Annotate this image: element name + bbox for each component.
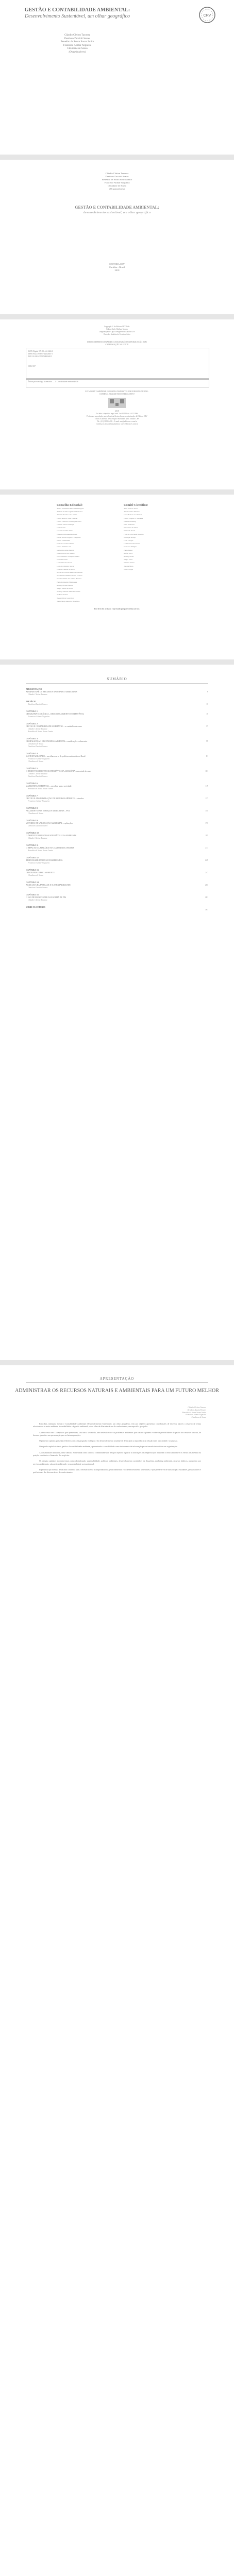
summary-chapter-label: CAPÍTULO 1 bbox=[26, 710, 38, 713]
summary-title: GLOBALIZAÇÃO E ECONOMIA AMBIENTAL: considerações e elementos bbox=[26, 740, 88, 742]
board-member: Maurício Wiltgen bbox=[124, 546, 137, 548]
summary-entry[interactable] bbox=[26, 844, 208, 852]
presentation-heading: APRESENTAÇÃO bbox=[99, 1377, 135, 1381]
summary-author: Benedito de Souza Souza Junior bbox=[28, 788, 53, 790]
summary-title: AGRICULTURA FAMILIAR E SUSTENTABILIDADE bbox=[26, 884, 71, 886]
summary-author: Denilson Zaccioli Soares bbox=[28, 745, 48, 748]
board-member: Caio Floriano dos Santos bbox=[124, 514, 142, 516]
summary-entry[interactable] bbox=[26, 807, 208, 815]
board-member: Guillermo Arias Beatón bbox=[57, 549, 74, 551]
cover-author: Cláudio Cleiton Taxonez bbox=[64, 34, 90, 37]
summary-entry[interactable] bbox=[26, 738, 208, 748]
board-member: Lourdes Helena da Silva bbox=[57, 568, 75, 570]
board-member: Josania Portela bbox=[57, 558, 68, 561]
signer: Cláudio Cleiton Taxonez bbox=[188, 1406, 206, 1409]
legal-line: Tel.: (41) 3039-6418 – E-mail: sac@editoracrv.com.br bbox=[96, 420, 138, 422]
board-member: Gloria Fariñas León bbox=[57, 546, 72, 548]
board-footer: Este livro foi avaliado e aprovado por pareceristas ad hoc. bbox=[94, 608, 140, 610]
presentation-paragraph: O primeiro capítulo apresenta reflexões acerca da geografia ecológica e do desenvolvimento sustentável, destacando a importância da relação entre a sociedade e a natureza. bbox=[39, 1440, 178, 1443]
summary-chapter-label: CAPÍTULO 7 bbox=[26, 795, 38, 797]
summary-entry[interactable] bbox=[26, 723, 208, 733]
board-member: Celso Conti bbox=[57, 527, 65, 529]
catalog-body bbox=[28, 350, 206, 368]
app-qr-icon bbox=[108, 398, 126, 408]
summary-page-number: 211 bbox=[205, 847, 208, 849]
presentation-body bbox=[33, 1423, 201, 1478]
summary-title: GEOGRAFIA E MEIO AMBIENTE bbox=[26, 872, 55, 874]
board-member: Ana Carolina Fabiano bbox=[124, 511, 140, 513]
summary-author: Cláudio Cleiton Taxonez bbox=[28, 693, 47, 696]
board-member: Letícia de Souza Alves bbox=[124, 543, 141, 545]
crv-logo-icon bbox=[198, 6, 216, 24]
board-member: Rodrigo Pratte-Santos bbox=[57, 584, 73, 586]
summary-title: GEOGRAFIA ECOLÓGICA – DESENVOLVIMENTO SUSTENTÁVEL bbox=[26, 713, 85, 715]
board-member: Maria Lília Imbiriba Sousa Colares bbox=[57, 574, 82, 577]
summary-rule bbox=[26, 683, 208, 684]
summary-page-number: 101 bbox=[205, 770, 208, 772]
summary-chapter-label: CAPÍTULO 11 bbox=[26, 844, 39, 846]
catalog-subtitle: CATALOGAÇÃO NA FONTE bbox=[105, 344, 129, 346]
summary-page-number: 195 bbox=[205, 835, 208, 837]
board-member: Rodrigo Kohl bbox=[124, 555, 134, 558]
board-member: Francisco de Assis Baptista bbox=[124, 533, 144, 535]
summary-page-number: 247 bbox=[205, 872, 208, 874]
summary-entry[interactable] bbox=[26, 753, 208, 763]
summary-chapter-label: CAPÍTULO 9 bbox=[26, 820, 38, 822]
summary-title: SUSTENTABILIDADE – um olhar acerca de políticas ambientais no Brasil bbox=[26, 755, 86, 757]
cover-subtitle: Desenvolvimento Sustentável, um olhar geográfico bbox=[24, 13, 130, 19]
index-box bbox=[26, 379, 209, 387]
title-page-title-block bbox=[0, 205, 234, 215]
presentation-rule bbox=[26, 1382, 208, 1383]
summary-author: Cleudiane de Sousa bbox=[28, 874, 44, 876]
board-member: Eduardo Fernandes Barbosa bbox=[57, 533, 77, 535]
digital-notice bbox=[0, 391, 234, 396]
summary-entry[interactable] bbox=[26, 783, 208, 790]
signer: Cleudiane de Sousa bbox=[191, 1416, 206, 1419]
title-author: Cleudiane de Sousa bbox=[108, 184, 126, 187]
publisher-year: 2018 bbox=[114, 269, 120, 272]
summary-title: MÉTODOS DE VALORAÇÃO AMBIENTAL – aplicações bbox=[26, 822, 73, 824]
title-author: Denilson Zaccioli Soares bbox=[105, 175, 129, 178]
board-member: Andréia da Silva Quintanilha Sousa bbox=[57, 511, 83, 513]
summary-entry[interactable] bbox=[26, 768, 208, 778]
digital-notice-line: CONHEÇA E BAIXE NOSSO APLICATIVO! bbox=[99, 393, 135, 395]
index-line: 1. Contabilidade ambiental 658 bbox=[55, 381, 78, 383]
page-separator bbox=[0, 314, 234, 319]
copyright-page bbox=[0, 319, 234, 489]
board-member: Tadeu Oliver Gonçalves bbox=[57, 597, 74, 599]
summary-page-number: 119 bbox=[205, 785, 208, 787]
board-member: Maria Cristina dos Santos Bezerra bbox=[57, 578, 82, 580]
summary-heading: SUMÁRIO bbox=[107, 677, 127, 681]
summary-page-number: 301 bbox=[205, 909, 208, 911]
summary-chapter-label: CAPÍTULO 5 bbox=[26, 768, 38, 770]
copyright-line: Revisão: Analista de Escrita e Artes bbox=[104, 333, 130, 335]
summary-chapter-label: SOBRE OS AUTORES bbox=[26, 906, 45, 908]
copyright-line: Editor-chefe: Railson Moura bbox=[106, 328, 128, 330]
summary-title: PAGAMENTO POR SERVIÇOS AMBIENTAIS – PSA bbox=[26, 810, 70, 812]
isbn-digital: ISBN Digital 978-85-444-2666-0 bbox=[28, 350, 54, 352]
title-page-subtitle: desenvolvimento sustentável, um olhar geográfico bbox=[83, 211, 151, 214]
copyright-credits bbox=[0, 326, 234, 336]
presentation-paragraph: A contabilidade ambiental, neste sentido, é entendida como ramo da contabilidade que tem por objetivo registrar as transações das empresas que impactam o meio ambiente e os efeitos das mesmas na posição econômica e financeira dos negócios. bbox=[33, 1451, 201, 1457]
page-separator bbox=[0, 155, 234, 160]
cover-page bbox=[0, 0, 234, 155]
summary-entry[interactable] bbox=[26, 869, 208, 877]
summary-chapter-label: CAPÍTULO 2 bbox=[26, 723, 38, 725]
summary-author: Denilson Zaccioli Soares bbox=[28, 775, 48, 777]
publisher-city: Curitiba – Brasil bbox=[109, 266, 125, 268]
publisher-name: EDITORA CRV bbox=[109, 263, 125, 265]
summary-entry[interactable] bbox=[26, 857, 208, 865]
presentation-paragraph: Esta obra, intitulada Gestão e Contabilidade Ambiental: Desenvolvimento Sustentável, um olhar geográfico, tem por objetivo apresentar contribuições de diversos autores a respeito de temas relacionados ao meio ambiente, à contabilidade e à gestão ambiental, sob o olhar de diferentes áreas do conhecimento, em especial a geografia. bbox=[33, 1423, 201, 1428]
cover-author: Francisco Alimar Nogueira bbox=[63, 44, 92, 47]
copyright-line: Diagramação e Capa: Designers da Editora CRV bbox=[99, 331, 135, 333]
cdu-code: CDU 657 bbox=[28, 365, 36, 367]
summary-author: Benedito de Souza Souza Junior bbox=[28, 731, 53, 733]
board-member: Sérgio Felix bbox=[124, 558, 133, 561]
summary-entry[interactable] bbox=[26, 820, 208, 827]
title-role: (Organizadores) bbox=[109, 188, 125, 190]
summary-title: O USO DE MANIFESTAR NA ESCRITA DE PÉS bbox=[26, 896, 66, 899]
index-body: Índice para catálogo sistemático — 1. Contabilidade ambiental 658 bbox=[28, 381, 78, 383]
page-separator bbox=[0, 1360, 234, 1365]
summary-chapter-label: CAPÍTULO 3 bbox=[26, 738, 38, 740]
board-member: Eduardo Ebeling bbox=[124, 520, 136, 522]
summary-author: Cláudio Cleiton Taxonez bbox=[28, 728, 47, 730]
summary-author: Benedito de Souza Souza Junior bbox=[28, 850, 53, 852]
publisher-block bbox=[0, 263, 234, 272]
summary-page-number: 81 bbox=[206, 755, 208, 757]
summary-title: O IMPACTO DA MALÁRIA NO CAMPO DA ECONOMIA bbox=[26, 847, 74, 849]
page-separator bbox=[0, 659, 234, 665]
board-left-heading: Conselho Editorial: bbox=[57, 504, 83, 507]
board-member: Simone Santos bbox=[124, 562, 135, 564]
summary-title: MARKETING AMBIENTAL – um olhar para a sociedade bbox=[26, 785, 72, 787]
summary-author: Francisco Alimar Nogueira bbox=[28, 758, 50, 760]
summary-title: GESTÃO E ADMINISTRAÇÃO DE RECURSOS HÍDRICOS – desafios bbox=[26, 798, 84, 800]
summary-page-number: 9 bbox=[207, 691, 208, 693]
summary-entry[interactable] bbox=[26, 701, 208, 706]
summary-chapter-label: CAPÍTULO 15 bbox=[26, 894, 39, 896]
presentation-paragraph: A obra conta com 15 capítulos que apresentam, cada um a seu modo, uma reflexão sobre os problemas ambientais que afetam o planeta e sobre as possibilidades de gestão dos recursos naturais, de forma a garantir a sua preservação para as futuras gerações. bbox=[33, 1431, 201, 1436]
summary-chapter-label: CAPÍTULO 10 bbox=[26, 832, 39, 834]
summary-page bbox=[0, 665, 234, 1360]
summary-title: GESTÃO E CONTABILIDADE AMBIENTAL – a contabilidade como bbox=[26, 725, 82, 727]
cover-role: (Organizadores) bbox=[69, 50, 86, 54]
presentation-paragraph: Os demais capítulos abordam temas como globalização, sustentabilidade, políticas ambientais, desenvolvimento sustentável na Amazônia, marketing ambiental, recursos hídricos, pagamento por serviços ambientais, valoração ambiental e responsabilidade socioambiental. bbox=[33, 1460, 201, 1465]
board-member: Fernando Prado bbox=[124, 530, 136, 532]
summary-entry[interactable] bbox=[26, 906, 208, 909]
board-member: Jailson Alves dos Santos bbox=[57, 552, 75, 554]
cover-title: GESTÃO E CONTABILIDADE AMBIENTAL: bbox=[24, 7, 130, 13]
summary-title: O DESENVOLVIMENTO SUSTENTÁVEL E AS EMPRESAS bbox=[26, 835, 76, 837]
summary-entry[interactable] bbox=[26, 688, 208, 696]
board-right-list bbox=[124, 507, 186, 571]
presentation-paragraph: O segundo capítulo trata da gestão e da contabilidade ambiental, apresentando a contabilidade como instrumento de informação para a tomada de decisões nas organizações. bbox=[39, 1446, 178, 1448]
page-separator bbox=[0, 489, 234, 495]
digital-notice-line: ESTA OBRA TAMBÉM SE ENCONTRA DISPONÍVEL EM FORMATO DIGITAL. bbox=[85, 391, 149, 393]
summary-title: ADMINISTRAR OS RECURSOS NATURAIS E AMBIENTAIS bbox=[26, 691, 77, 693]
summary-page-number: 173 bbox=[205, 822, 208, 824]
cover-author: Denilson Zaccioli Soares bbox=[64, 37, 91, 40]
board-page bbox=[0, 495, 234, 659]
summary-entry[interactable] bbox=[26, 832, 208, 840]
website-link[interactable]: Conheça os nossos lançamentos: www.editoracrv.com.br bbox=[96, 423, 138, 425]
board-member: Leonel Severo Rocha bbox=[57, 562, 73, 564]
board-member: Cesar Gerónimo Tello bbox=[57, 530, 73, 532]
summary-author: Francisco Alimar Nogueira bbox=[28, 800, 50, 802]
board-member: Maria de Lourdes Pinto de Almeida bbox=[57, 571, 83, 574]
board-member: Solange Helena Ximenes-Rocha bbox=[57, 590, 80, 593]
board-member: Leila Chagas bbox=[124, 539, 133, 542]
board-member: Tania Suely Azevedo Brasileiro bbox=[57, 600, 80, 602]
summary-author: Cleudiane de Sousa bbox=[28, 760, 44, 762]
legal-line: Proibida a reprodução parcial ou total desta obra sem autorização da Editora CRV bbox=[87, 415, 147, 417]
summary-entry[interactable] bbox=[26, 894, 208, 902]
board-member: Zilda Borges bbox=[124, 568, 133, 570]
summary-chapter-label: CAPÍTULO 4 bbox=[26, 753, 38, 755]
catalog-box bbox=[26, 348, 209, 379]
board-member: Tatiana Melo bbox=[124, 565, 133, 567]
title-page-title: GESTÃO E CONTABILIDADE AMBIENTAL: bbox=[75, 205, 159, 210]
summary-entry[interactable] bbox=[26, 795, 208, 803]
title-authors bbox=[0, 172, 234, 191]
index-title: Índice para catálogo sistemático bbox=[28, 381, 53, 383]
summary-page-number: 37 bbox=[206, 725, 208, 727]
title-author: Benedito de Souza Souza Junior bbox=[102, 178, 132, 181]
presentation-page bbox=[0, 1365, 234, 2576]
board-member: Antônio Pereira Gaio Júnior bbox=[57, 514, 77, 516]
board-member: Elton Luiz da Silva bbox=[124, 527, 138, 529]
logo-text: CRV bbox=[203, 14, 211, 18]
summary-chapter-label: APRESENTAÇÃO bbox=[26, 688, 42, 690]
cover-title-block bbox=[0, 7, 155, 20]
board-member: Sérgio Nunes de Jesus bbox=[57, 587, 73, 590]
summary-page-number: 263 bbox=[205, 884, 208, 886]
summary-chapter-label: CAPÍTULO 8 bbox=[26, 807, 38, 809]
board-right-heading: Comitê Científico: bbox=[124, 504, 148, 507]
board-member: João Adalberto Campato Junior bbox=[57, 555, 80, 558]
summary-chapter-label: CAPÍTULO 6 bbox=[26, 783, 38, 785]
cover-authors bbox=[0, 34, 155, 54]
summary-author: Cláudio Cleiton Taxonez bbox=[28, 773, 47, 775]
summary-author: Denilson Zaccioli Soares bbox=[28, 703, 48, 705]
summary-entry[interactable] bbox=[26, 710, 208, 718]
summary-author: Denilson Zaccioli Soares bbox=[28, 887, 48, 889]
board-member: Carlos Alberto Vilar Estêvão bbox=[57, 517, 78, 519]
summary-chapter-label: CAPÍTULO 12 bbox=[26, 857, 39, 859]
board-member: Sydione Santos bbox=[57, 594, 68, 596]
summary-page-number: 13 bbox=[206, 703, 208, 705]
board-member: Carlos Federico Domínguez Avila bbox=[57, 520, 81, 522]
presentation-signers bbox=[155, 1406, 206, 1419]
catalog-heading bbox=[0, 341, 234, 346]
summary-page-number: 281 bbox=[205, 896, 208, 899]
board-member: Elizeu Clementino bbox=[57, 539, 71, 542]
summary-list bbox=[26, 688, 208, 913]
summary-page-number: 137 bbox=[205, 798, 208, 800]
presentation-paragraph: Esperamos que a leitura desta obra contribua para a reflexão acerca da importância da gestão ambiental e do desenvolvimento sustentável, e que possa servir de subsídio para estudantes, pesquisadores e profissionais das diversas áreas do conhecimento. bbox=[33, 1468, 201, 1474]
summary-author: Cláudio Cleiton Taxonez bbox=[28, 899, 47, 901]
copyright-line: Copyright © da Editora CRV Ltda. bbox=[104, 326, 130, 328]
board-left-list bbox=[57, 507, 119, 603]
summary-page-number: 229 bbox=[205, 859, 208, 861]
signer: Benedito de Souza Souza Junior bbox=[182, 1411, 206, 1414]
board-member: Rafael Silva bbox=[124, 552, 133, 554]
summary-author: Cláudio Cleiton Taxonez bbox=[28, 837, 47, 839]
title-page bbox=[0, 160, 234, 314]
board-member: Henrique Araújo bbox=[124, 536, 136, 538]
summary-page-number: 59 bbox=[206, 740, 208, 742]
summary-page-number: 15 bbox=[206, 713, 208, 715]
signer: Francisco Alimar Nogueira bbox=[186, 1414, 206, 1416]
summary-author: Francisco Alimar Nogueira bbox=[28, 862, 50, 864]
title-author: Francisco Alimar Nogueira bbox=[104, 181, 130, 184]
summary-author: Denilson Zaccioli Soares bbox=[28, 825, 48, 827]
board-member: Carmen Tereza Velanga bbox=[57, 523, 74, 526]
presentation-title: ADMINISTRAR OS RECURSOS NATURAIS E AMBIENTAIS PARA UM FUTURO MELHOR bbox=[15, 1388, 219, 1394]
title-author: Cláudio Cleiton Taxonez bbox=[105, 172, 129, 175]
summary-author: Francisco Alimar Nogueira bbox=[28, 716, 50, 718]
cover-author: Cleudiane de Sousa bbox=[67, 47, 88, 50]
catalog-title: DADOS INTERNACIONAIS DE CATALOGAÇÃO NA PUBLICAÇÃO (CIP) bbox=[87, 341, 147, 343]
legal-line: Todos os direitos desta edição reservados pela: Editora CRV bbox=[94, 418, 140, 420]
isbn-physical: ISBN Físico 978-85-444-2665-3 bbox=[28, 353, 53, 355]
legal-line: 2018 bbox=[115, 410, 119, 412]
board-member: Aldira Guimarães Duarte Domínguez bbox=[57, 507, 84, 510]
summary-chapter-label: CAPÍTULO 13 bbox=[26, 869, 39, 871]
board-member: Paulo Bessa bbox=[124, 549, 133, 551]
summary-author: Cleudiane de Sousa bbox=[28, 812, 44, 815]
summary-chapter-label: CAPÍTULO 14 bbox=[26, 882, 39, 884]
summary-title: O DESENVOLVIMENTO SUSTENTÁVEL NA AMAZÔNIA: um estudo de caso bbox=[26, 770, 91, 772]
board-member: Francisco Carlos Duarte bbox=[57, 543, 75, 545]
doi: DOI 10.24824/978854442665.3 bbox=[28, 355, 53, 358]
board-right bbox=[124, 504, 186, 571]
signer: Denilson Zaccioli Soares bbox=[187, 1409, 206, 1411]
board-member: Carlos Wagner C. Lazarini bbox=[124, 517, 143, 519]
summary-page-number: 155 bbox=[205, 810, 208, 812]
legal-line: Foi feito o depósito legal conf. Lei 10.994 de 14/12/2004 bbox=[95, 413, 139, 415]
summary-title: RESPONSABILIDADE SOCIOAMBIENTAL bbox=[26, 859, 63, 861]
board-member: Lídia de Oliveira Xavier bbox=[57, 565, 75, 567]
board-member: Paulo Romualdo Hernandes bbox=[57, 581, 77, 583]
board-member: Elisa Mainardi bbox=[124, 523, 135, 526]
summary-author: Cleudiane de Sousa bbox=[28, 743, 44, 745]
board-member: Elione Maria Nogueira Diogenes bbox=[57, 536, 81, 538]
board-left bbox=[57, 504, 119, 603]
board-member: Alex Mourão Terzi bbox=[124, 507, 138, 510]
summary-chapter-label: PREFÁCIO bbox=[26, 701, 36, 703]
legal-notices bbox=[0, 410, 234, 426]
cover-author: Benedito de Souza Souza Junior bbox=[60, 41, 94, 43]
summary-entry[interactable] bbox=[26, 882, 208, 889]
